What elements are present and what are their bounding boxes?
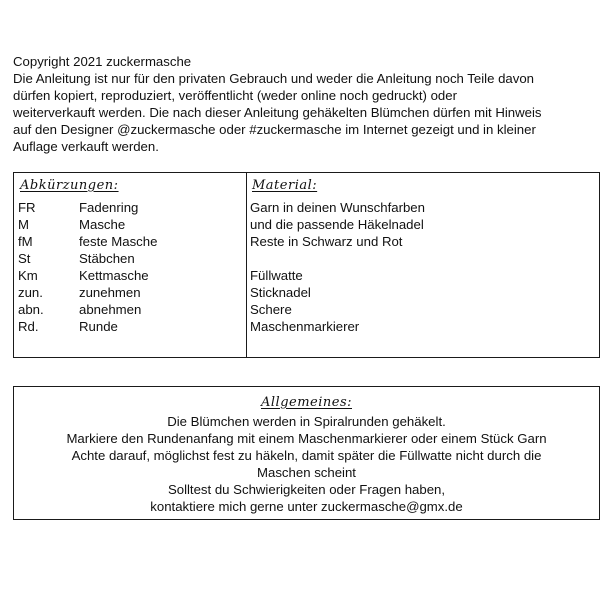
list-item xyxy=(18,250,157,267)
general-heading: Allgemeines: xyxy=(260,395,352,410)
list-item xyxy=(18,199,157,216)
list-item xyxy=(18,301,157,318)
list-item xyxy=(18,233,157,250)
abbreviation-key: fM xyxy=(18,234,33,249)
material-list xyxy=(250,199,425,335)
general-line: Solltest du Schwierigkeiten oder Fragen haben, xyxy=(167,482,446,497)
abbreviation-value: abnehmen xyxy=(79,302,142,317)
copyright-notice xyxy=(13,54,603,155)
general-line: kontaktiere mich gerne unter zuckermasche@gmx.de xyxy=(150,499,463,514)
list-item: Maschenmarkierer xyxy=(250,319,360,334)
abbreviation-key: abn. xyxy=(18,302,44,317)
list-item: Reste in Schwarz und Rot xyxy=(250,234,403,249)
abbreviations-material-table xyxy=(13,172,600,358)
abbreviation-key: M xyxy=(18,217,29,232)
copyright-line: Auflage verkauft werden. xyxy=(13,138,159,154)
list-item xyxy=(250,250,425,267)
general-notes xyxy=(22,413,591,515)
abbreviation-value: Runde xyxy=(79,319,118,334)
list-item xyxy=(18,267,157,284)
abbreviation-value: Masche xyxy=(79,217,126,232)
list-item xyxy=(18,216,157,233)
abbreviation-value: feste Masche xyxy=(79,234,158,249)
abbreviation-key: St xyxy=(18,251,31,266)
abbreviation-value: Kettmasche xyxy=(79,268,149,283)
list-item: Schere xyxy=(250,302,292,317)
list-item xyxy=(18,284,157,301)
copyright-line: weiterverkauft werden. Die nach dieser Anleitung gehäkelten Blümchen dürfen mit Hinweis xyxy=(13,104,542,120)
abbreviation-key: Km xyxy=(18,268,38,283)
abbreviation-value: zunehmen xyxy=(79,285,141,300)
list-item: Füllwatte xyxy=(250,268,303,283)
general-line: Markiere den Rundenanfang mit einem Maschenmarkierer oder einem Stück Garn xyxy=(66,431,547,446)
general-line: Die Blümchen werden in Spiralrunden gehäkelt. xyxy=(167,414,446,429)
material-heading: Material: xyxy=(252,178,318,193)
abbreviation-key: Rd. xyxy=(18,319,39,334)
abbreviation-value: Stäbchen xyxy=(79,251,135,266)
list-item: Sticknadel xyxy=(250,285,311,300)
list-item: und die passende Häkelnadel xyxy=(250,217,424,232)
abbreviations-list xyxy=(18,199,157,335)
abbreviation-key: FR xyxy=(18,200,36,215)
copyright-line: auf den Designer @zuckermasche oder #zuckermasche im Internet gezeigt und in kleiner xyxy=(13,121,536,137)
general-notes-box xyxy=(13,386,600,520)
abbreviation-value: Fadenring xyxy=(79,200,139,215)
general-line: Achte darauf, möglichst fest zu häkeln, damit später die Füllwatte nicht durch die xyxy=(71,448,542,463)
abbreviations-heading: Abkürzungen: xyxy=(20,178,119,193)
list-item xyxy=(18,318,157,335)
copyright-line: Die Anleitung ist nur für den privaten Gebrauch und weder die Anleitung noch Teile davon xyxy=(13,70,535,86)
copyright-line: Copyright 2021 zuckermasche xyxy=(13,54,192,69)
abbreviation-key: zun. xyxy=(18,285,43,300)
general-line: Maschen scheint xyxy=(257,465,356,480)
copyright-line: dürfen kopiert, reproduziert, veröffentlicht (weder online noch gedruckt) oder xyxy=(13,87,457,103)
list-item: Garn in deinen Wunschfarben xyxy=(250,200,425,215)
column-divider xyxy=(246,173,247,357)
